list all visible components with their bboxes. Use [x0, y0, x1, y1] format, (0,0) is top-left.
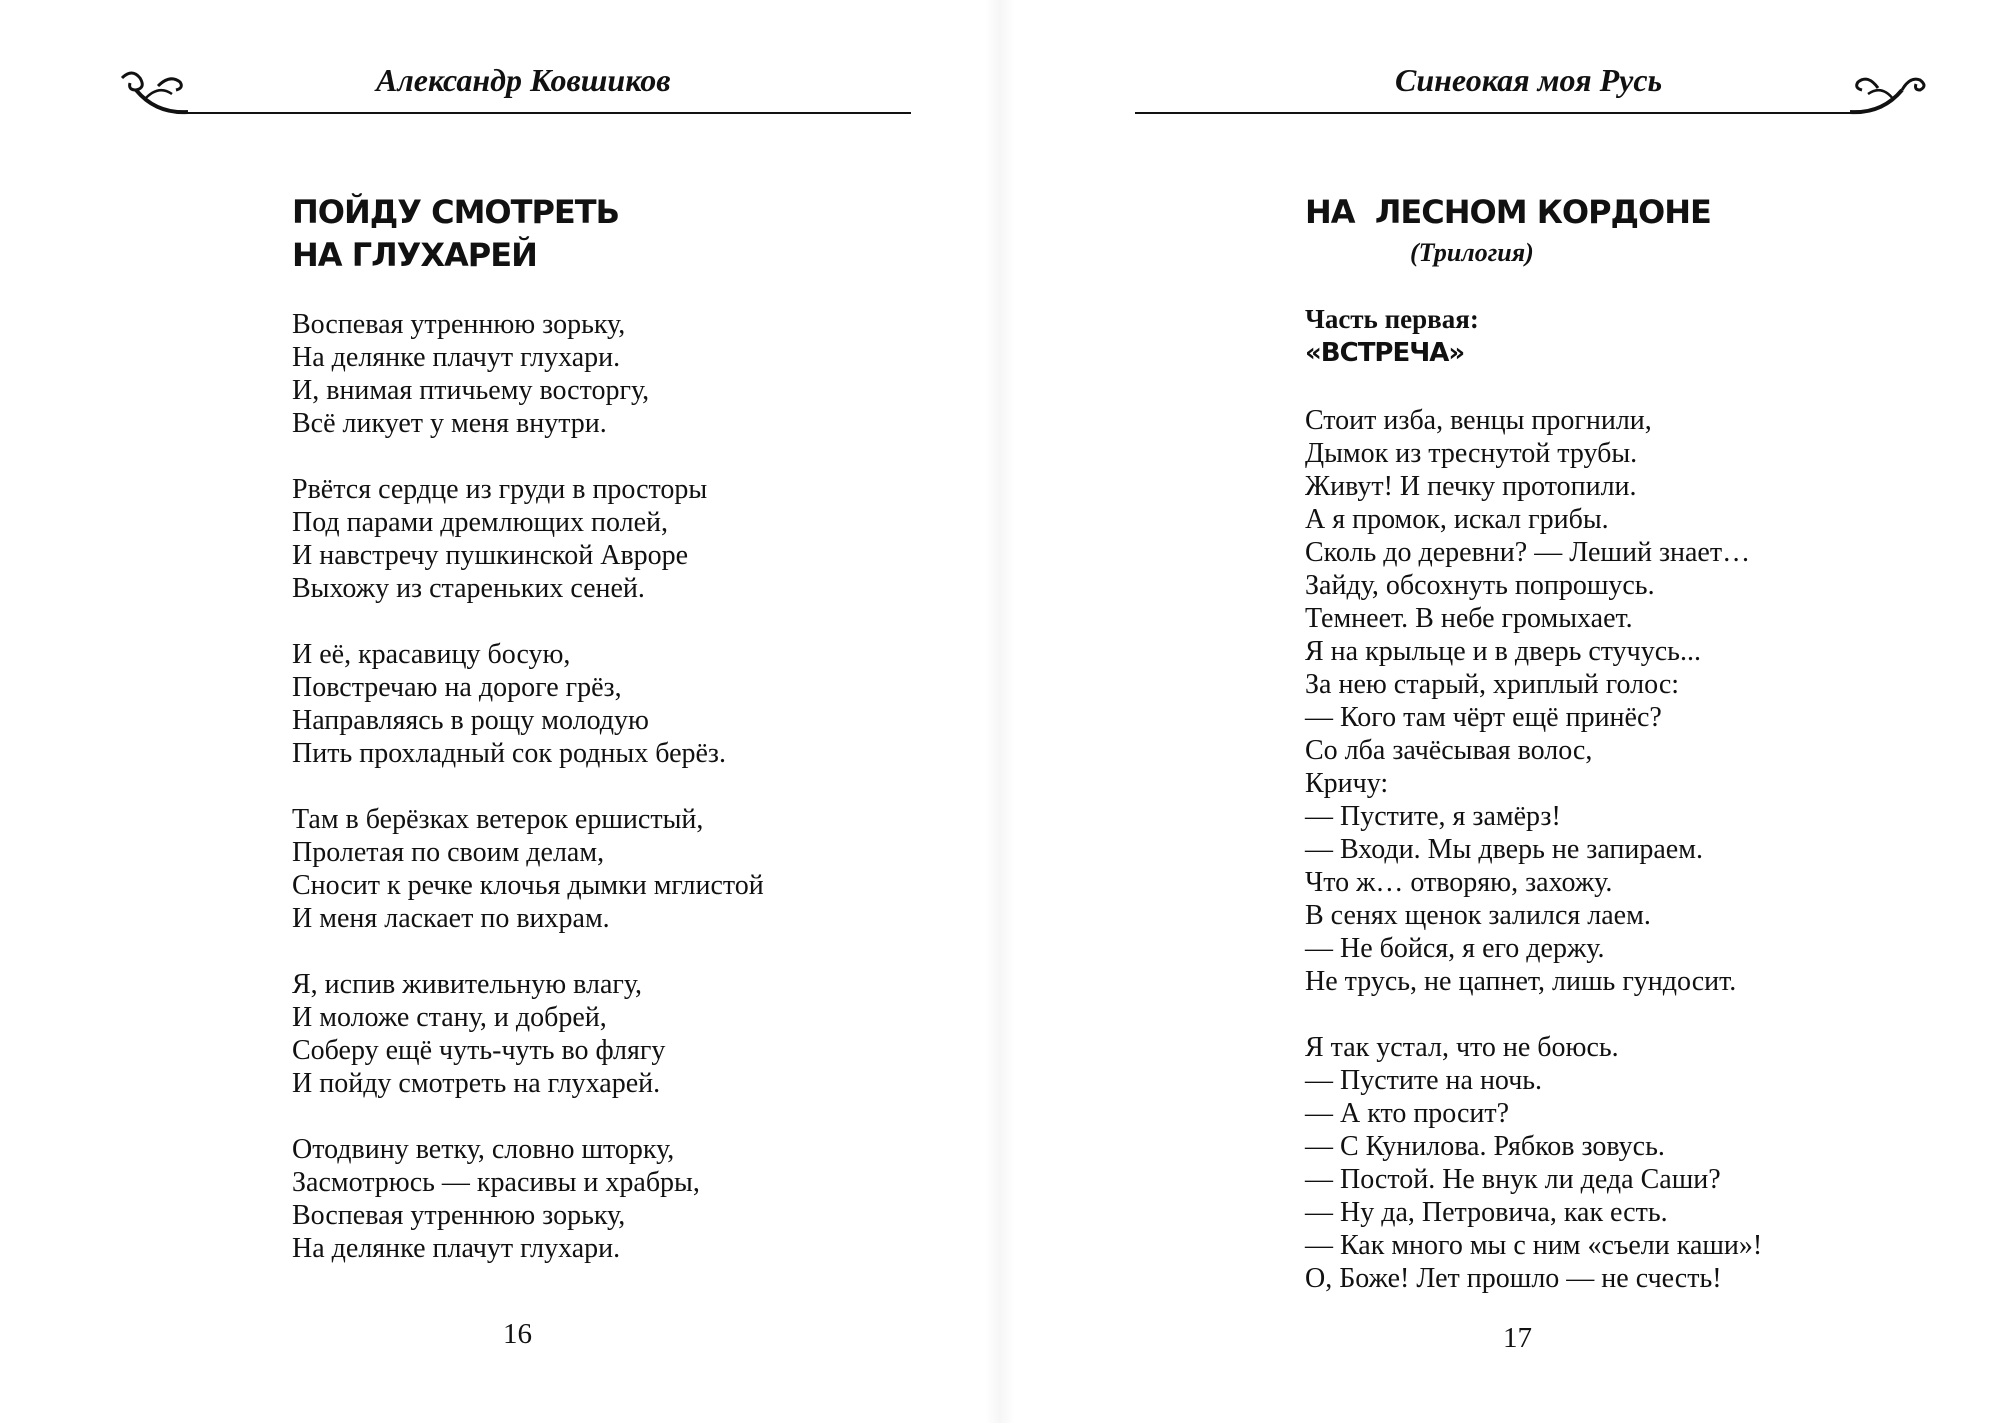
poem-line: Повстречаю на дороге грёз,: [292, 672, 622, 703]
poem-line: О, Боже! Лет прошло — не счесть!: [1305, 1263, 1722, 1294]
stanza: [292, 968, 764, 1100]
poem-line: Воспевая утреннюю зорьку,: [292, 309, 626, 340]
poem-line: — Кого там чёрт ещё принёс?: [1305, 702, 1662, 733]
poem-line: — Входи. Мы дверь не запираем.: [1305, 834, 1703, 865]
right-poem-title: НА ЛЕСНОМ КОРДОНЕ: [1305, 193, 1711, 231]
poem-line: Пить прохладный сок родных берёз.: [292, 738, 726, 769]
right-page: [1000, 0, 2000, 1423]
part-label: Часть первая:: [1305, 304, 1479, 334]
right-running-head: Синеокая моя Русь: [1395, 62, 1663, 98]
poem-line: Не трусь, не цапнет, лишь гундосит.: [1305, 966, 1737, 997]
poem-line: Отодвину ветку, словно шторку,: [292, 1134, 675, 1165]
poem-line: Рвётся сердце из груди в просторы: [292, 474, 708, 505]
poem-line: — Пустите, я замёрз!: [1305, 801, 1561, 832]
poem-line: Сносит к речке клочья дымки мглистой: [292, 870, 764, 901]
poem-line: Живут! И печку протопили.: [1305, 471, 1637, 502]
poem-line: И пойду смотреть на глухарей.: [292, 1068, 661, 1099]
right-poem-subtitle: (Трилогия): [1410, 238, 1534, 267]
poem-line: Я, испив живительную влагу,: [292, 969, 643, 1000]
poem-line: Соберу ещё чуть-чуть во флягу: [292, 1035, 666, 1066]
stanza: [1305, 404, 1762, 998]
left-poem-body: [292, 308, 764, 1265]
poem-line: Там в берёзках ветерок ершистый,: [292, 804, 704, 835]
poem-line: Кричу:: [1305, 768, 1389, 799]
poem-line: — Ну да, Петровича, как есть.: [1305, 1197, 1668, 1228]
stanza: [292, 803, 764, 935]
poem-line: И моложе стану, и добрей,: [292, 1002, 607, 1033]
left-poem-title: [292, 191, 619, 277]
poem-line: Сколь до деревни? — Леший знает…: [1305, 537, 1751, 568]
left-running-head: Александр Ковшиков: [376, 62, 671, 98]
poem-line: Направляясь в рощу молодую: [292, 705, 649, 736]
poem-line: Стоит изба, венцы прогнили,: [1305, 405, 1652, 436]
poem-line: — С Кунилова. Рябков зовусь.: [1305, 1131, 1665, 1162]
poem-line: — Пустите на ночь.: [1305, 1065, 1543, 1096]
poem-line: Что ж… отворяю, захожу.: [1305, 867, 1613, 898]
stanza: [292, 638, 764, 770]
stanza-gap: [292, 770, 764, 803]
poem-line: Выхожу из стареньких сеней.: [292, 573, 645, 604]
right-header-rule: [1135, 112, 1857, 114]
left-flourish-icon: [118, 68, 190, 118]
poem-line: — А кто просит?: [1305, 1098, 1510, 1129]
poem-line: В сенях щенок залился лаем.: [1305, 900, 1651, 931]
right-poem-body: [1305, 404, 1762, 1295]
stanza-gap: [1305, 998, 1762, 1031]
poem-line: На делянке плачут глухари.: [292, 1233, 621, 1264]
stanza: [292, 473, 764, 605]
poem-line: Я так устал, что не боюсь.: [1305, 1032, 1619, 1063]
poem-line: И её, красавицу босую,: [292, 639, 571, 670]
poem-line: Дымок из треснутой трубы.: [1305, 438, 1638, 469]
stanza-gap: [292, 440, 764, 473]
right-flourish-icon: [1848, 68, 1932, 118]
stanza-gap: [292, 935, 764, 968]
left-poem-title-line-1: ПОЙДУ СМОТРЕТЬ: [292, 193, 619, 231]
poem-line: Я на крыльце и в дверь стучусь...: [1305, 636, 1701, 667]
poem-line: Засмотрюсь — красивы и храбры,: [292, 1167, 700, 1198]
poem-line: И меня ласкает по вихрам.: [292, 903, 610, 934]
poem-line: Со лба зачёсывая волос,: [1305, 735, 1593, 766]
poem-line: — Не бойся, я его держу.: [1305, 933, 1605, 964]
poem-line: А я промок, искал грибы.: [1305, 504, 1609, 535]
left-header-rule: [186, 112, 911, 114]
poem-line: И, внимая птичьему восторгу,: [292, 375, 650, 406]
poem-line: — Как много мы с ним «съели каши»!: [1305, 1230, 1763, 1261]
stanza-gap: [292, 1100, 764, 1133]
poem-line: Пролетая по своим делам,: [292, 837, 605, 868]
right-page-number: 17: [1503, 1322, 1532, 1354]
left-poem-title-line-2: НА ГЛУХАРЕЙ: [292, 236, 537, 274]
poem-line: Всё ликует у меня внутри.: [292, 408, 607, 439]
left-page-number: 16: [503, 1318, 532, 1350]
stanza: [292, 308, 764, 440]
stanza-gap: [292, 605, 764, 638]
poem-line: И навстречу пушкинской Авроре: [292, 540, 689, 571]
poem-line: За нею старый, хриплый голос:: [1305, 669, 1680, 700]
poem-line: Воспевая утреннюю зорьку,: [292, 1200, 626, 1231]
part-name: «ВСТРЕЧА»: [1305, 338, 1465, 368]
poem-line: Под парами дремлющих полей,: [292, 507, 669, 538]
poem-line: Темнеет. В небе громыхает.: [1305, 603, 1633, 634]
poem-line: — Постой. Не внук ли деда Саши?: [1305, 1164, 1721, 1195]
poem-line: На делянке плачут глухари.: [292, 342, 621, 373]
poem-line: Зайду, обсохнуть попрошусь.: [1305, 570, 1655, 601]
stanza: [292, 1133, 764, 1265]
stanza: [1305, 1031, 1762, 1295]
